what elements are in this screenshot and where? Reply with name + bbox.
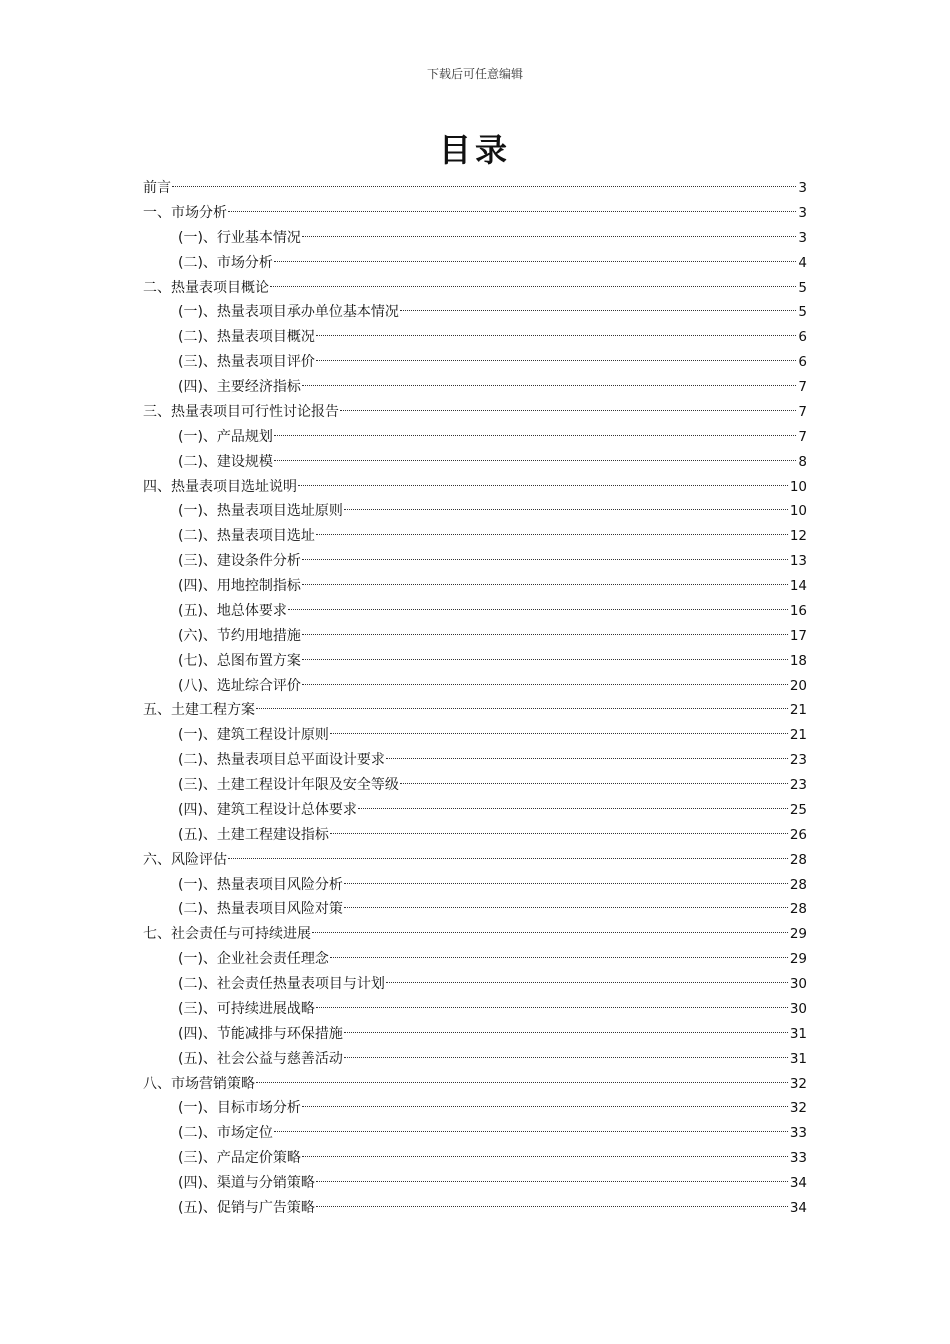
toc-entry[interactable]	[143, 624, 807, 649]
toc-dot-leader	[344, 1032, 788, 1033]
toc-entry[interactable]	[143, 972, 807, 997]
toc-entry-label: (五)、地总体要求	[178, 602, 287, 619]
toc-dot-leader	[330, 957, 788, 958]
toc-entry-page-number: 10	[789, 503, 807, 520]
toc-entry-page-number: 4	[798, 254, 807, 271]
toc-entry-label: (四)、用地控制指标	[178, 578, 301, 594]
toc-entry-page-number: 32	[789, 1075, 807, 1092]
toc-entry-label: (五)、社会公益与慈善活动	[178, 1050, 343, 1067]
toc-entry[interactable]	[143, 201, 807, 226]
toc-dot-leader	[302, 634, 788, 635]
toc-entry-label: 前言	[143, 180, 171, 196]
toc-entry-page-number: 3	[798, 204, 807, 221]
toc-dot-leader	[298, 485, 788, 486]
toc-entry[interactable]	[143, 375, 807, 400]
toc-entry-page-number: 3	[798, 180, 807, 196]
toc-entry-label: (二)、社会责任热量表项目与计划	[178, 976, 385, 992]
toc-entry-label: (三)、土建工程设计年限及安全等级	[178, 777, 399, 793]
toc-entry-page-number: 30	[789, 976, 807, 992]
document-title: 目录	[438, 131, 511, 169]
toc-dot-leader	[302, 659, 788, 660]
toc-entry-page-number: 25	[789, 801, 807, 818]
toc-entry[interactable]	[143, 1047, 807, 1072]
toc-entry-label: 一、市场分析	[143, 204, 227, 221]
toc-dot-leader	[386, 758, 788, 759]
toc-entry-page-number: 6	[798, 354, 807, 371]
toc-entry[interactable]	[143, 823, 807, 848]
toc-entry-label: (二)、热量表项目概况	[178, 329, 315, 346]
toc-dot-leader	[302, 584, 788, 585]
toc-dot-leader	[358, 808, 788, 809]
toc-entry[interactable]	[143, 1022, 807, 1047]
toc-entry[interactable]	[143, 524, 807, 549]
toc-entry[interactable]	[143, 350, 807, 375]
toc-entry[interactable]	[143, 475, 807, 500]
toc-entry-label: (一)、热量表项目风险分析	[178, 876, 343, 893]
toc-entry-page-number: 18	[789, 652, 807, 669]
toc-entry[interactable]	[143, 300, 807, 325]
toc-dot-leader	[316, 1181, 788, 1182]
toc-dot-leader	[302, 236, 796, 237]
toc-entry[interactable]	[143, 674, 807, 699]
toc-entry[interactable]	[143, 773, 807, 798]
toc-entry[interactable]	[143, 748, 807, 773]
toc-entry-label: (四)、渠道与分销策略	[178, 1175, 315, 1191]
toc-entry-page-number: 6	[798, 329, 807, 346]
toc-entry-label: (六)、节约用地措施	[178, 627, 301, 644]
toc-entry-label: 四、热量表项目选址说明	[143, 478, 297, 495]
toc-entry-page-number: 28	[789, 851, 807, 868]
toc-dot-leader	[344, 907, 788, 908]
toc-dot-leader	[344, 1057, 788, 1058]
toc-entry-page-number: 10	[789, 478, 807, 495]
toc-dot-leader	[386, 982, 788, 983]
toc-entry[interactable]	[143, 176, 807, 201]
toc-entry[interactable]	[143, 723, 807, 748]
toc-dot-leader	[270, 286, 796, 287]
toc-entry-page-number: 12	[789, 528, 807, 545]
toc-entry[interactable]	[143, 226, 807, 251]
toc-entry-page-number: 34	[789, 1175, 807, 1191]
toc-entry[interactable]	[143, 1171, 807, 1196]
toc-entry-label: (二)、建设规模	[178, 453, 273, 470]
page-header: 下载后可任意编辑	[426, 67, 523, 81]
toc-dot-leader	[316, 534, 788, 535]
toc-entry[interactable]	[143, 649, 807, 674]
toc-dot-leader	[274, 460, 796, 461]
toc-dot-leader	[316, 360, 796, 361]
toc-dot-leader	[256, 1082, 788, 1083]
toc-entry[interactable]	[143, 922, 807, 947]
toc-entry-label: (二)、热量表项目选址	[178, 528, 315, 545]
toc-dot-leader	[288, 609, 788, 610]
toc-entry[interactable]	[143, 425, 807, 450]
toc-entry[interactable]	[143, 997, 807, 1022]
toc-entry-label: (一)、热量表项目选址原则	[178, 503, 343, 520]
toc-entry-page-number: 29	[789, 951, 807, 968]
toc-entry-page-number: 30	[789, 1000, 807, 1017]
toc-entry[interactable]	[143, 599, 807, 624]
toc-entry-page-number: 5	[798, 304, 807, 321]
toc-entry-page-number: 28	[789, 901, 807, 918]
toc-entry-page-number: 16	[789, 602, 807, 619]
toc-entry-label: (二)、市场分析	[178, 254, 273, 271]
toc-entry-page-number: 26	[789, 826, 807, 843]
toc-entry[interactable]	[143, 400, 807, 425]
toc-dot-leader	[330, 833, 788, 834]
toc-entry-label: (一)、目标市场分析	[178, 1100, 301, 1117]
toc-entry[interactable]	[143, 1146, 807, 1171]
toc-dot-leader	[344, 509, 788, 510]
toc-dot-leader	[312, 932, 788, 933]
toc-entry[interactable]	[143, 450, 807, 475]
toc-dot-leader	[316, 1206, 788, 1207]
toc-dot-leader	[302, 1156, 788, 1157]
table-of-contents	[143, 176, 807, 1221]
toc-dot-leader	[400, 783, 788, 784]
toc-entry-page-number: 21	[789, 727, 807, 744]
toc-entry-page-number: 34	[789, 1199, 807, 1216]
toc-dot-leader	[302, 559, 788, 560]
toc-entry-label: (二)、热量表项目风险对策	[178, 901, 343, 918]
toc-entry-label: (四)、建筑工程设计总体要求	[178, 801, 357, 818]
toc-entry[interactable]	[143, 1196, 807, 1221]
toc-entry[interactable]	[143, 251, 807, 276]
toc-entry-label: (三)、热量表项目评价	[178, 354, 315, 371]
toc-entry-page-number: 17	[789, 627, 807, 644]
toc-dot-leader	[340, 410, 796, 411]
toc-entry-page-number: 23	[789, 752, 807, 769]
toc-entry-label: (三)、建设条件分析	[178, 553, 301, 570]
toc-entry-page-number: 29	[789, 926, 807, 943]
toc-entry-page-number: 7	[798, 403, 807, 420]
toc-entry-label: 八、市场营销策略	[143, 1075, 255, 1092]
toc-dot-leader	[228, 858, 788, 859]
toc-entry-page-number: 31	[789, 1025, 807, 1042]
toc-entry-label: 三、热量表项目可行性讨论报告	[143, 403, 339, 420]
toc-entry[interactable]	[143, 897, 807, 922]
toc-entry[interactable]	[143, 325, 807, 350]
toc-entry-page-number: 21	[789, 702, 807, 719]
toc-entry-label: 六、风险评估	[143, 851, 227, 868]
toc-dot-leader	[302, 684, 788, 685]
toc-entry-label: 二、热量表项目概论	[143, 279, 269, 296]
toc-entry[interactable]	[143, 873, 807, 898]
toc-dot-leader	[274, 261, 796, 262]
toc-entry[interactable]	[143, 798, 807, 823]
toc-dot-leader	[316, 1007, 788, 1008]
toc-entry-label: (二)、热量表项目总平面设计要求	[178, 752, 385, 769]
toc-entry-label: (一)、建筑工程设计原则	[178, 727, 329, 744]
toc-entry-page-number: 33	[789, 1125, 807, 1142]
toc-entry-page-number: 14	[789, 578, 807, 594]
toc-dot-leader	[330, 733, 788, 734]
toc-entry-page-number: 7	[798, 428, 807, 445]
toc-entry[interactable]	[143, 574, 807, 599]
toc-entry-page-number: 20	[789, 677, 807, 694]
toc-entry-label: (七)、总图布置方案	[178, 652, 301, 669]
toc-entry[interactable]	[143, 1096, 807, 1121]
toc-entry-label: (一)、行业基本情况	[178, 229, 301, 246]
toc-entry-label: 五、土建工程方案	[143, 702, 255, 719]
toc-entry-page-number: 33	[789, 1150, 807, 1167]
toc-entry-label: (一)、企业社会责任理念	[178, 951, 329, 968]
toc-dot-leader	[274, 1131, 788, 1132]
toc-dot-leader	[172, 186, 796, 187]
toc-entry-page-number: 31	[789, 1050, 807, 1067]
toc-entry-label: (一)、热量表项目承办单位基本情况	[178, 304, 399, 321]
toc-entry[interactable]	[143, 848, 807, 873]
toc-entry-label: (四)、主要经济指标	[178, 379, 301, 395]
toc-entry-page-number: 13	[789, 553, 807, 570]
toc-entry-page-number: 8	[798, 453, 807, 470]
toc-entry-label: (二)、市场定位	[178, 1125, 273, 1142]
toc-dot-leader	[228, 211, 796, 212]
toc-entry[interactable]	[143, 947, 807, 972]
toc-dot-leader	[316, 335, 796, 336]
toc-entry-page-number: 7	[798, 379, 807, 395]
toc-entry-label: (五)、土建工程建设指标	[178, 826, 329, 843]
toc-dot-leader	[344, 883, 788, 884]
toc-entry[interactable]	[143, 549, 807, 574]
toc-dot-leader	[302, 385, 796, 386]
toc-entry-page-number: 28	[789, 876, 807, 893]
toc-entry-page-number: 32	[789, 1100, 807, 1117]
toc-entry[interactable]	[143, 276, 807, 301]
toc-entry-label: (三)、可持续进展战略	[178, 1000, 315, 1017]
toc-dot-leader	[302, 1106, 788, 1107]
toc-entry-label: (四)、节能减排与环保措施	[178, 1025, 343, 1042]
toc-entry[interactable]	[143, 499, 807, 524]
toc-entry-page-number: 23	[789, 777, 807, 793]
toc-dot-leader	[256, 708, 788, 709]
toc-entry-page-number: 3	[798, 229, 807, 246]
toc-entry-label: (一)、产品规划	[178, 428, 273, 445]
toc-entry-label: 七、社会责任与可持续进展	[143, 926, 311, 943]
toc-entry[interactable]	[143, 1121, 807, 1146]
toc-entry-page-number: 5	[798, 279, 807, 296]
toc-dot-leader	[400, 310, 796, 311]
toc-entry[interactable]	[143, 698, 807, 723]
toc-entry[interactable]	[143, 1072, 807, 1097]
toc-entry-label: (八)、选址综合评价	[178, 677, 301, 694]
toc-entry-label: (五)、促销与广告策略	[178, 1199, 315, 1216]
toc-dot-leader	[274, 435, 796, 436]
toc-entry-label: (三)、产品定价策略	[178, 1150, 301, 1167]
